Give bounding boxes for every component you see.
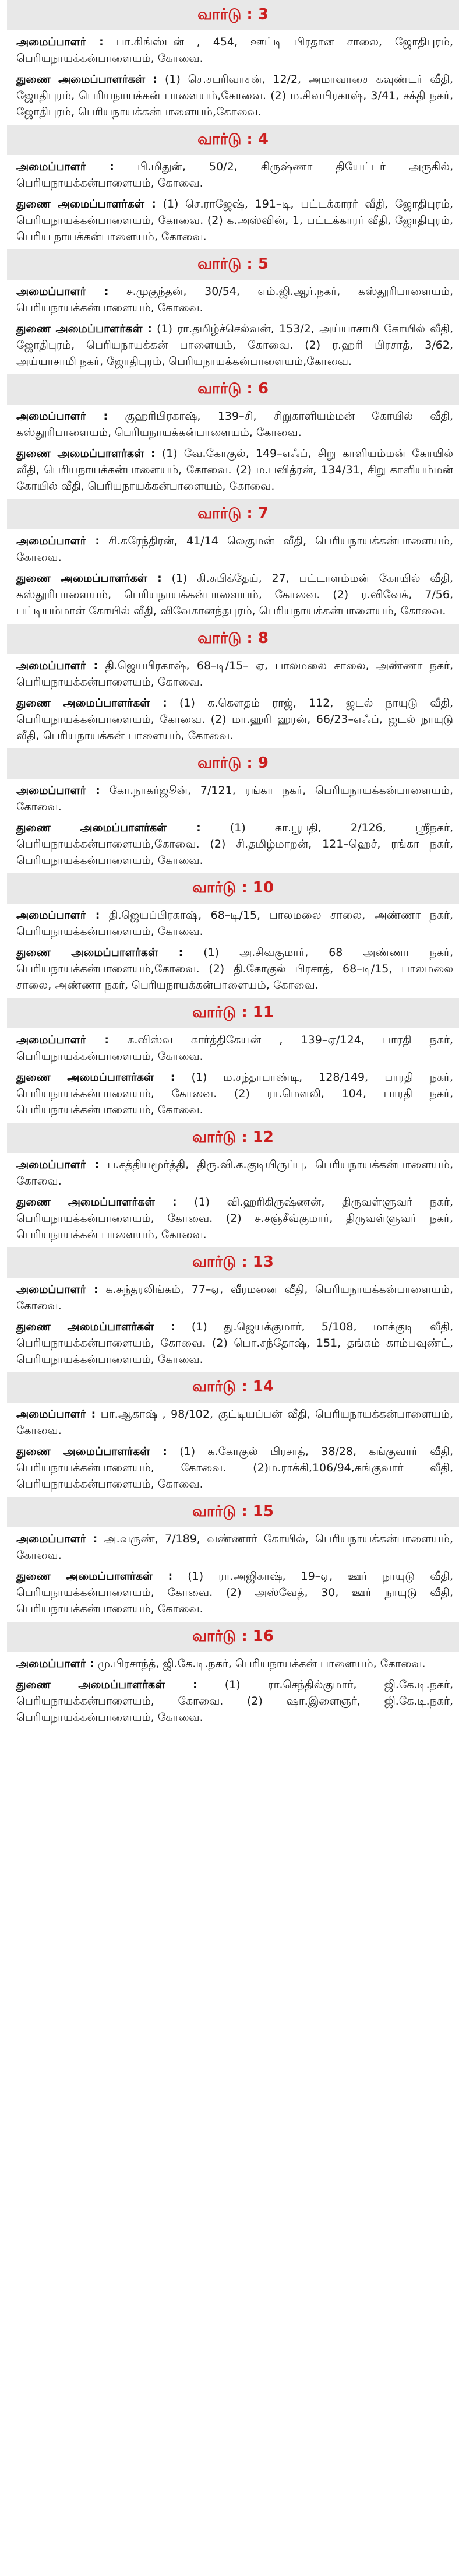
ward-header-bar	[7, 125, 459, 155]
organizer-details: மு.பிரசாந்த், ஜி.கே.டி.நகர், பெரியநாயக்கன் பாளையம், கோவை.	[97, 1657, 426, 1670]
organizer-details: ச.முகுந்தன், 30/54, எம்.ஜி.ஆர்.நகர், கஸ்தூரிபாளையம், பெரியநாயக்கன்பாளையம், கோவை.	[16, 285, 453, 314]
ward-header-bar	[7, 873, 459, 904]
organizer-label: அமைப்பாளர் :	[16, 1283, 98, 1296]
organizer-entry	[0, 1656, 466, 1672]
ward-block	[0, 748, 466, 869]
assistant-label: துணை அமைப்பாளர்கள் :	[16, 821, 201, 834]
organizer-entry	[0, 1406, 466, 1439]
assistant-label: துணை அமைப்பாளர்கள் :	[16, 946, 183, 959]
assistant-details: (1) க.கோகுல் பிரசாத், 38/28, கங்குவார் வீதி, பெரியநாயக்கன்பாளையம், கோவை. (2)ம.ராக்கி,106/94,கங்குவார் வீதி, பெரியநாயக்கன்பாளையம், கோவை.	[16, 1445, 453, 1491]
assistant-label: துணை அமைப்பாளர்கள் :	[16, 1445, 167, 1458]
organizer-entry	[0, 283, 466, 316]
assistant-entry	[0, 570, 466, 619]
organizer-entry	[0, 1281, 466, 1314]
organizer-entry	[0, 1531, 466, 1563]
assistant-entry	[0, 1568, 466, 1617]
ward-block	[0, 624, 466, 744]
assistant-details: (1) வே.கோகுல், 149–எஃப், சிறு காளியம்மன் கோயில் வீதி, பெரியநாயக்கன்பாளையம், கோவை. (2) ம.பவித்ரன், 134/31, சிறு காளியம்மன் கோயில் வீதி, பெரியநாயக்கன்பாளையம், கோவை.	[16, 447, 453, 493]
assistant-details: (1) கா.பூபதி, 2/126, ஸ்ரீநகர், பெரியநாயக்கன்பாளையம்,கோவை. (2) சி.தமிழ்மாறன், 121–ஹெச், ரங்கா நகர், பெரியநாயக்கன்பாளையம், கோவை.	[16, 821, 453, 867]
assistant-entry	[0, 944, 466, 993]
assistant-details: (1) ரா.தமிழ்ச்செல்வன், 153/2, அய்யாசாமி கோயில் வீதி, ஜோதிபுரம், பெரியநாயக்கன் பாளையம், கோவை. (2) ர.ஹரி பிரசாத், 3/62, அய்யாசாமி நகர், ஜோதிபுரம், பெரியநாயக்கன்பாளையம்,கோவை.	[16, 322, 453, 368]
organizer-label: அமைப்பாளர் :	[16, 36, 104, 48]
ward-block	[0, 125, 466, 245]
organizer-details: க.சுந்தரலிங்கம், 77–ஏ, வீரமனை வீதி, பெரியநாயக்கன்பாளையம், கோவை.	[16, 1283, 454, 1312]
assistant-label: துணை அமைப்பாளர்கள் :	[16, 1071, 175, 1084]
organizer-details: பா.ஆகாஷ் , 98/102, குட்டியப்பன் வீதி, பெரியநாயக்கன்பாளையம், கோவை.	[16, 1408, 453, 1437]
organizer-entry	[0, 1157, 466, 1189]
assistant-entry	[0, 1677, 466, 1725]
organizer-details: கோ.நாகர்ஜூன், 7/121, ரங்கா நகர், பெரியநாயக்கன்பாளையம், கோவை.	[16, 784, 453, 813]
ward-title: வார்டு : 14	[192, 1377, 274, 1396]
organizer-label: அமைப்பாளர் :	[16, 410, 108, 423]
assistant-details: (1) வி.ஹரிகிருஷ்ணன், திருவள்ளுவர் நகர், பெரியநாயக்கன்பாளையம், கோவை. (2) ச.சஞ்சீவ்குமார், திருவள்ளுவர் நகர், பெரியநாயக்கன் பாளையம், கோவை.	[16, 1196, 454, 1241]
ward-block	[0, 873, 466, 993]
organizer-label: அமைப்பாளர் :	[16, 285, 109, 298]
ward-title: வார்டு : 15	[192, 1502, 274, 1520]
organizer-label: அமைப்பாளர் :	[16, 659, 98, 672]
ward-header-bar	[7, 0, 459, 30]
ward-title: வார்டு : 8	[197, 629, 269, 647]
assistant-label: துணை அமைப்பாளர்கள் :	[16, 697, 167, 709]
organizer-entry	[0, 658, 466, 690]
assistant-label: துணை அமைப்பாளர்கள் :	[16, 73, 158, 86]
ward-block	[0, 1247, 466, 1368]
ward-title: வார்டு : 7	[197, 504, 269, 522]
organizer-details: சி.சுரேந்திரன், 41/14 லெகுமன் வீதி, பெரியநாயக்கன்பாளையம், கோவை.	[16, 535, 454, 564]
assistant-label: துணை அமைப்பாளர்கள் :	[16, 1570, 173, 1583]
assistant-entry	[0, 1319, 466, 1368]
ward-header-bar	[7, 748, 459, 779]
ward-header-bar	[7, 998, 459, 1028]
ward-title: வார்டு : 6	[197, 379, 269, 398]
organizer-label: அமைப்பாளர் :	[16, 1158, 100, 1171]
ward-header-bar	[7, 1123, 459, 1153]
assistant-label: துணை அமைப்பாளர்கள் :	[16, 198, 156, 210]
ward-title: வார்டு : 16	[192, 1627, 274, 1645]
assistant-entry	[0, 321, 466, 370]
assistant-entry	[0, 1194, 466, 1243]
assistant-details: (1) அ.சிவகுமார், 68 அண்ணா நகர், பெரியநாயக்கன்பாளையம்,கோவை. (2) தி.கோகுல் பிரசாத், 68–டி/15, பாலமலை சாலை, அண்ணா நகர், பெரியநாயக்கன்பாளையம், கோவை.	[16, 946, 453, 992]
assistant-entry	[0, 196, 466, 245]
organizer-entry	[0, 533, 466, 565]
assistant-label: துணை அமைப்பாளர்கள் :	[16, 572, 162, 585]
assistant-label: துணை அமைப்பாளர்கள் :	[16, 447, 156, 460]
organizer-label: அமைப்பாளர் :	[16, 909, 100, 922]
assistant-entry	[0, 71, 466, 120]
ward-header-bar	[7, 249, 459, 280]
assistant-details: (1) ரா.செந்தில்குமார், ஜி.கே.டி.நகர், பெரியநாயக்கன்பாளையம், கோவை. (2) ஷா.இளைஞர், ஜி.கே.டி.நகர், பெரியநாயக்கன்பாளையம், கோவை.	[16, 1678, 454, 1724]
ward-header-bar	[7, 1622, 459, 1652]
assistant-details: (1) செ.சபரிவாசன், 12/2, அமாவாசை கவுண்டர் வீதி, ஜோதிபுரம், பெரியநாயக்கன் பாளையம்,கோவை. (2) ம.சிவபிரகாஷ், 3/41, சக்தி நகர், ஜோதிபுரம், பெரியநாயக்கன்பாளையம்,கோவை.	[16, 73, 453, 118]
organizer-label: அமைப்பாளர் :	[16, 160, 114, 173]
ward-block	[0, 499, 466, 619]
organizer-details: பா.கிங்ஸ்டன் , 454, ஊட்டி பிரதான சாலை, ஜோதிபுரம், பெரியநாயக்கன்பாளையம், கோவை.	[16, 36, 453, 65]
ward-title: வார்டு : 9	[197, 754, 269, 772]
assistant-details: (1) க.கௌதம் ராஜ், 112, ஜடல் நாயுடு வீதி, பெரியநாயக்கன்பாளையம், கோவை. (2) மா.ஹரி ஹரன், 66/23–எஃப், ஜடல் நாயுடு வீதி, பெரியநாயக்கன் பாளையம், கோவை.	[16, 697, 453, 742]
assistant-details: (1) ரா.அஜிகாஷ், 19–ஏ, ஊர் நாயுடு வீதி, பெரியநாயக்கன்பாளையம், கோவை. (2) அஸ்வேத், 30, ஊர் நாயுடு வீதி, பெரியநாயக்கன்பாளையம், கோவை.	[16, 1570, 454, 1615]
ward-block	[0, 0, 466, 120]
organizer-entry	[0, 782, 466, 815]
organizer-details: க.விஸ்வ கார்த்திகேயன் , 139–ஏ/124, பாரதி நகர், பெரியநாயக்கன்பாளையம், கோவை.	[16, 1034, 453, 1063]
ward-title: வார்டு : 3	[197, 5, 269, 23]
ward-title: வார்டு : 5	[197, 255, 269, 273]
assistant-details: (1) ம.சந்தாபாண்டி, 128/149, பாரதி நகர், பெரியநாயக்கன்பாளையம், கோவை. (2) ரா.மௌலி, 104, பாரதி நகர், பெரியநாயக்கன்பாளையம், கோவை.	[16, 1071, 453, 1116]
ward-title: வார்டு : 13	[192, 1253, 274, 1271]
assistant-label: துணை அமைப்பாளர்கள் :	[16, 1196, 177, 1208]
organizer-details: அ.வருண், 7/189, வண்ணார் கோயில், பெரியநாயக்கன்பாளையம், கோவை.	[16, 1533, 454, 1562]
ward-block	[0, 998, 466, 1118]
assistant-entry	[0, 820, 466, 869]
ward-title: வார்டு : 11	[192, 1003, 274, 1021]
organizer-label: அமைப்பாளர் :	[16, 535, 100, 547]
organizer-details: தி.ஜெயப்பிரகாஷ், 68–டி/15, பாலமலை சாலை, அண்ணா நகர், பெரியநாயக்கன்பாளையம், கோவை.	[16, 909, 453, 938]
organizer-entry	[0, 159, 466, 191]
assistant-details: (1) கி.சுபிக்தேய், 27, பட்டாளம்மன் கோயில் வீதி, கஸ்தூரிபாளையம், பெரியநாயக்கன்பாளையம், கோவை. (2) ர.விவேக், 7/56, பட்டியம்மாள் கோயில் வீதி, விவேகானந்தபுரம், பெரியநாயக்கன்பாளையம், கோவை.	[16, 572, 453, 617]
organizer-entry	[0, 34, 466, 66]
assistant-entry	[0, 695, 466, 744]
organizer-details: தி.ஜெயபிரகாஷ், 68–டி/15– ஏ, பாலமலை சாலை, அண்ணா நகர், பெரியநாயக்கன்பாளையம், கோவை.	[16, 659, 453, 688]
assistant-entry	[0, 445, 466, 494]
organizer-label: அமைப்பாளர் :	[16, 784, 100, 797]
ward-title: வார்டு : 4	[197, 130, 269, 148]
organizer-label: அமைப்பாளர் :	[16, 1657, 94, 1670]
assistant-details: (1) து.ஜெயக்குமார், 5/108, மாக்குடி வீதி, பெரியநாயக்கன்பாளையம், கோவை. (2) பொ.சந்தோஷ், 151, தங்கம் காம்பவுண்ட், பெரியநாயக்கன்பாளையம், கோவை.	[16, 1320, 453, 1366]
ward-block	[0, 249, 466, 370]
organizer-label: அமைப்பாளர் :	[16, 1533, 98, 1545]
organizer-details: ப.சத்தியமூர்த்தி, திரு.வி.க.குடியிருப்பு, பெரியநாயக்கன்பாளையம், கோவை.	[16, 1158, 453, 1187]
assistant-label: துணை அமைப்பாளர்கள் :	[16, 1320, 175, 1333]
ward-block	[0, 1372, 466, 1492]
organizer-entry	[0, 907, 466, 940]
organizer-entry	[0, 1032, 466, 1064]
assistant-entry	[0, 1069, 466, 1118]
ward-header-bar	[7, 374, 459, 405]
organizer-label: அமைப்பாளர் :	[16, 1408, 96, 1421]
organizer-details: பி.மிதுன், 50/2, கிருஷ்ணா தியேட்டர் அருகில், பெரியநாயக்கன்பாளையம், கோவை.	[16, 160, 453, 189]
organizer-entry	[0, 408, 466, 441]
assistant-label: துணை அமைப்பாளர்கள் :	[16, 322, 152, 335]
organizer-label: அமைப்பாளர் :	[16, 1034, 110, 1046]
ward-title: வார்டு : 10	[192, 878, 274, 897]
ward-header-bar	[7, 499, 459, 529]
ward-header-bar	[7, 624, 459, 654]
assistant-details: (1) செ.ராஜேஷ், 191–டி, பட்டக்காரர் வீதி, ஜோதிபுரம், பெரியநாயக்கன்பாளையம், கோவை. (2) க.அஸ்வின், 1, பட்டக்காரர் வீதி, ஜோதிபுரம், பெரிய நாயக்கன்பாளையம், கோவை.	[16, 198, 453, 243]
ward-block	[0, 374, 466, 494]
ward-header-bar	[7, 1497, 459, 1527]
ward-header-bar	[7, 1372, 459, 1403]
ward-block	[0, 1622, 466, 1725]
ward-block	[0, 1497, 466, 1617]
assistant-entry	[0, 1443, 466, 1492]
ward-header-bar	[7, 1247, 459, 1278]
organizer-details: குஹரிபிரகாஷ், 139–சி, சிறுகாளியம்மன் கோயில் வீதி, கஸ்தூரிபாளையம், பெரியநாயக்கன்பாளையம், கோவை.	[16, 410, 454, 439]
ward-title: வார்டு : 12	[192, 1128, 274, 1146]
ward-block	[0, 1123, 466, 1243]
assistant-label: துணை அமைப்பாளர்கள் :	[16, 1678, 197, 1691]
